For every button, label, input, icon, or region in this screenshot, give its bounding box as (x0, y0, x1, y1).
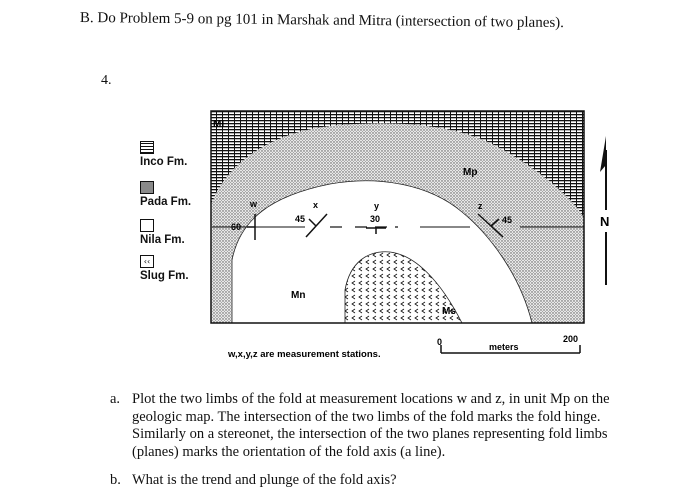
assignment-instruction: B. Do Problem 5-9 on pg 101 in Marshak and Mitra (intersection of two planes). (79, 10, 565, 32)
station-x-label: x (313, 200, 319, 210)
north-label: N (600, 214, 610, 229)
station-z-label: z (478, 201, 483, 211)
question-a-letter: a. (110, 391, 121, 407)
unit-label-mn: Mn (291, 290, 306, 301)
scale-unit: meters (489, 342, 519, 352)
problem-number: 4. (101, 73, 112, 88)
legend-label: Nila Fm. (140, 234, 185, 246)
legend-label: Slug Fm. (140, 270, 189, 282)
station-w-dip: 60 (231, 222, 242, 232)
station-x-dip: 45 (295, 214, 306, 224)
unit-label-ms: Ms (442, 306, 456, 317)
question-b (110, 472, 397, 490)
unit-label-mi: MI (213, 119, 225, 130)
stations-caption: w,x,y,z are measurement stations. (228, 349, 381, 360)
question-a (110, 391, 630, 461)
station-y-label: y (374, 201, 380, 211)
station-y-dip: 30 (370, 214, 381, 224)
scale-max: 200 (563, 334, 579, 344)
station-w-label: w (250, 199, 258, 209)
unit-label-mp: Mp (463, 167, 478, 178)
north-arrow-icon (600, 136, 606, 285)
question-b-text: What is the trend and plunge of the fold axis? (132, 472, 397, 488)
legend-label: Inco Fm. (140, 156, 188, 168)
question-a-text: Plot the two limbs of the fold at measurement locations w and z, in unit Mp on the geologic map. The intersection of the two limbs of the fold marks the fold hinge. Similarly on a stereonet, the intersection of the two planes representing fold limbs (planes) marks the orientation of the fold axis (a line). (132, 391, 610, 460)
legend-label: Pada Fm. (140, 196, 192, 208)
question-b-letter: b. (110, 472, 121, 488)
scale-zero: 0 (437, 337, 443, 347)
station-z-dip: 45 (502, 215, 513, 225)
cross-pattern-swatch: ‹‹ (140, 255, 154, 268)
